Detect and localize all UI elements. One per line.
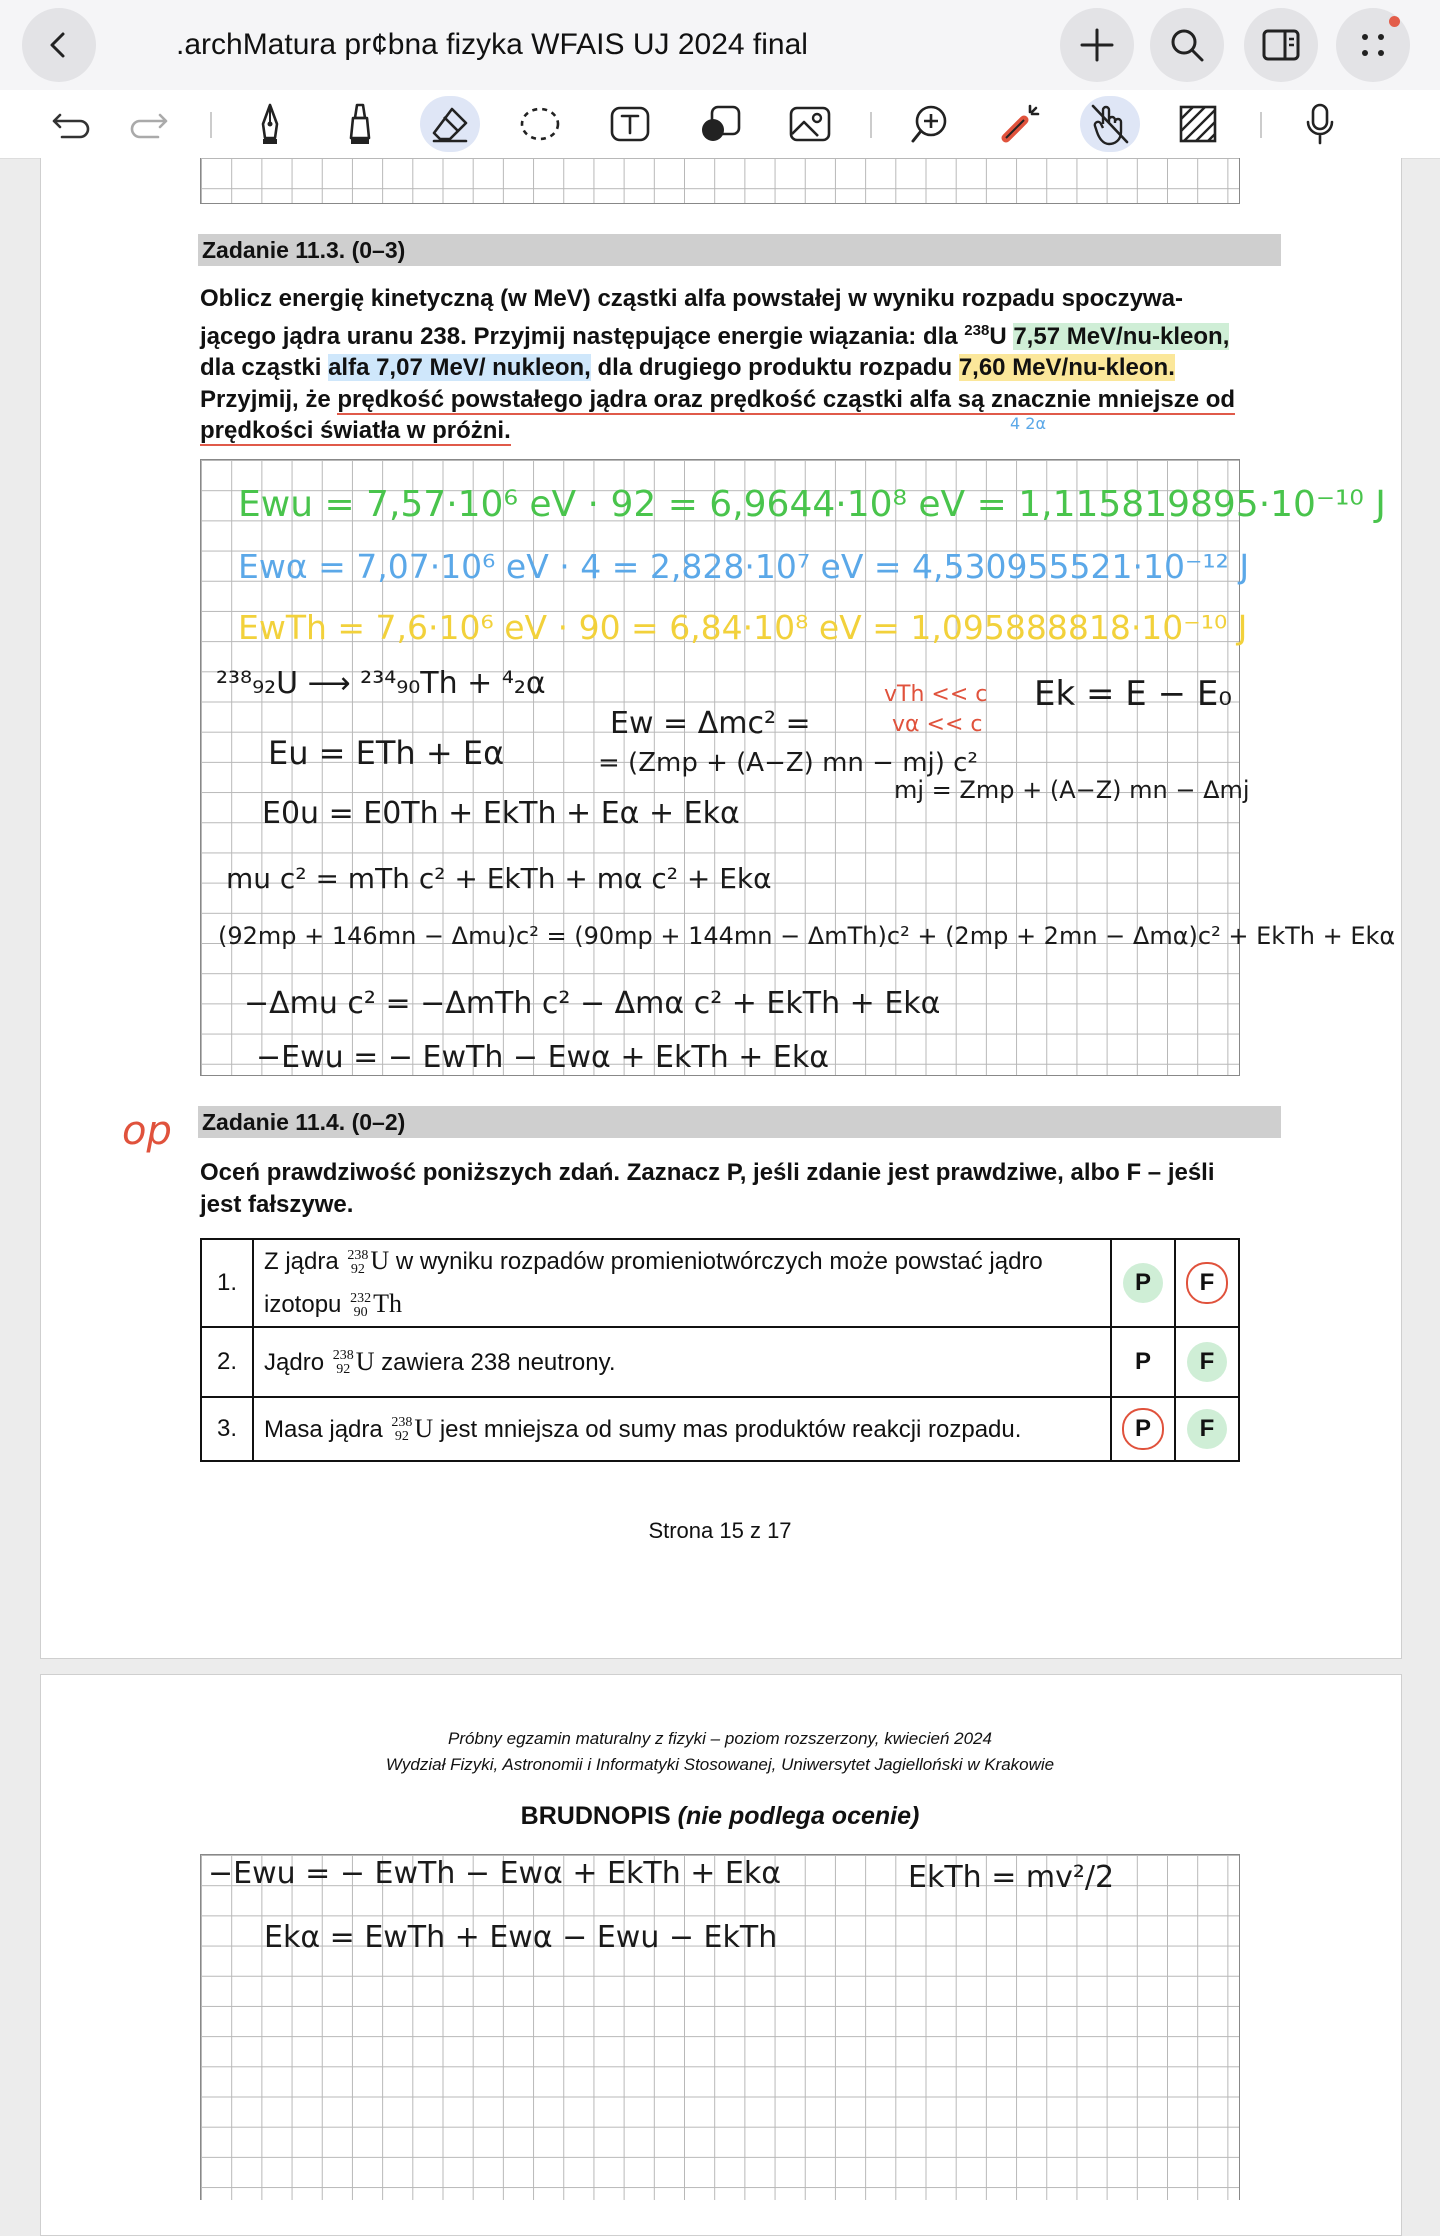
split-view-icon (1261, 27, 1301, 63)
true-false-table (200, 1238, 1240, 1462)
drawing-toolbar (0, 90, 1440, 159)
option-false[interactable]: F (1175, 1239, 1239, 1327)
handwriting-mass-energy: mu c² = mTh c² + EkTh + mα c² + Ekα (226, 862, 772, 895)
toolbar-separator (210, 112, 212, 138)
handwriting-nucleus-mass: mj = Zmp + (A−Z) mn − Δmj (894, 776, 1250, 804)
split-view-button[interactable] (1244, 8, 1318, 82)
add-button[interactable] (1060, 8, 1134, 82)
exam-header-line-2: Wydział Fizyki, Astronomii i Informatyki Stosowanej, Uniwersytet Jagielloński w Krakowie (385, 1755, 1055, 1774)
search-button[interactable] (1150, 8, 1224, 82)
task-11-4-heading: Zadanie 11.4. (0–2) (198, 1106, 1281, 1138)
notification-dot (1389, 16, 1400, 27)
handwriting-thorium-binding: EwTh = 7,6·10⁶ eV · 90 = 6,84·10⁸ eV = 1,095888818·10⁻¹⁰ J (238, 608, 1248, 647)
task-11-3-heading: Zadanie 11.3. (0–3) (198, 234, 1281, 266)
zoom-icon (909, 103, 951, 145)
pen-tool[interactable] (242, 100, 298, 148)
handwriting-velocity-alpha: vα << c (892, 712, 983, 737)
table-row (201, 1327, 1239, 1397)
row-number: 2. (201, 1327, 253, 1397)
image-tool[interactable] (782, 100, 838, 148)
table-row (201, 1239, 1239, 1327)
handwriting-kinetic-energy: Ek = E − E₀ (1034, 674, 1232, 714)
top-bar (0, 0, 1440, 90)
hand-touch-icon (1089, 102, 1131, 146)
handwriting-uranium-binding: Ewu = 7,57·10⁶ eV · 92 = 6,9644·10⁸ eV = 1,115819895·10⁻¹⁰ J (238, 484, 1386, 525)
task-11-4-instruction: Oceń prawdziwość poniższych zdań. Zaznacz P, jeśli zdanie jest prawdziwe, albo F – jeśli jest fałszywe. (200, 1159, 1215, 1218)
fountain-pen-icon (255, 102, 285, 146)
margin-note-op: op (122, 1108, 172, 1154)
highlighter-icon (345, 102, 375, 146)
lasso-tool[interactable] (512, 100, 568, 148)
statement-text: Masa jądra 238 92 U jest mniejsza od sumy mas produktów reakcji rozpadu. (253, 1397, 1111, 1461)
scratch-grid[interactable] (200, 1854, 1240, 2200)
image-icon (788, 104, 832, 144)
highlight-alpha-energy: alfa 7,07 MeV/ nukleon, (328, 354, 591, 381)
handwriting-alpha-binding: Ewα = 7,07·10⁶ eV · 4 = 2,828·10⁷ eV = 4,530955521·10⁻¹² J (238, 547, 1250, 586)
search-icon (1168, 26, 1206, 64)
handwriting-scratch-relation: −Ewu = − EwTh − Ewα + EkTh + Ekα (208, 1856, 782, 1891)
highlight-thorium-energy: 7,60 MeV/nu-kleon. (958, 354, 1175, 381)
handwriting-binding-formula-2: = (Zmp + (A−Z) mn − mj) c² (598, 748, 978, 778)
hand-touch-tool[interactable] (1080, 96, 1140, 152)
option-true[interactable]: P (1111, 1239, 1175, 1327)
handwriting-mass-defect: −Δmu c² = −ΔmTh c² − Δmα c² + EkTh + Ekα (244, 986, 941, 1021)
text-tool[interactable] (602, 100, 658, 148)
plus-icon (1078, 26, 1116, 64)
text-icon (609, 104, 651, 144)
scratch-title: BRUDNOPIS (nie podlega ocenie) (520, 1802, 920, 1830)
task-11-3-text: Oblicz energię kinetyczną (w MeV) cząstki alfa powstałej w wyniku rozpadu spoczywa-jącego jądra uranu 238. Przyjmij następujące energie wiązania: dla $^{238}$U 7,57 MeV/nu-kleon, dla cząstki alfa 7,07 MeV/ nukleon, dla drugiego produktu rozpadu 7,60 MeV/nu-kleon. Przyjmij, że prędkość powstałego jądra oraz prędkość cząstki alfa są znacznie mniejsze od prędkości światła w próżni. (200, 285, 1236, 444)
lasso-icon (518, 104, 562, 144)
redo-button[interactable] (120, 100, 176, 148)
handwriting-velocity-th: vTh << c (884, 682, 988, 707)
laser-icon (998, 102, 1042, 146)
highlight-uranium-energy: 7,57 MeV/nu-kleon, (1013, 322, 1230, 350)
handwriting-energy-components: E0u = E0Th + EkTh + Eα + Ekα (262, 796, 740, 831)
zoom-tool[interactable] (902, 100, 958, 148)
back-button[interactable] (22, 8, 96, 82)
undo-button[interactable] (44, 100, 100, 148)
hatch-tool[interactable] (1170, 100, 1226, 148)
shape-tool[interactable] (692, 100, 748, 148)
table-row (201, 1397, 1239, 1461)
shape-icon (698, 104, 742, 144)
option-false[interactable]: F (1175, 1397, 1239, 1461)
handwriting-decay-equation: ²³⁸₉₂U ⟶ ²³⁴₉₀Th + ⁴₂α (216, 666, 546, 701)
handwriting-energy-sum: Eu = ETh + Eα (268, 734, 505, 772)
undo-icon (50, 109, 94, 139)
redo-icon (126, 109, 170, 139)
highlighter-tool[interactable] (332, 100, 388, 148)
statement-text: Jądro 238 92 U zawiera 238 neutrony. (253, 1327, 1111, 1397)
row-number: 3. (201, 1397, 253, 1461)
answer-grid-top (200, 158, 1240, 204)
row-number: 1. (201, 1239, 253, 1327)
more-dots-icon (1355, 27, 1391, 63)
hatch-icon (1178, 104, 1218, 144)
toolbar-separator (1260, 112, 1262, 138)
statement-text: Z jądra 238 92 U w wyniku rozpadów promieniotwórczych może powstać jądro izotopu 232 90 Th (253, 1239, 1111, 1327)
toolbar-separator (870, 112, 872, 138)
underlined-assumption: prędkość powstałego jądra oraz prędkość cząstki alfa są znacznie mniejsze od prędkości światła w próżni. (200, 385, 1236, 444)
microphone-icon (1304, 102, 1336, 146)
exam-header-line-1: Próbny egzamin maturalny z fizyki – poziom rozszerzony, kwiecień 2024 (448, 1729, 992, 1748)
option-true[interactable]: P (1111, 1327, 1175, 1397)
margin-note-alpha: 4 2α (1010, 414, 1046, 433)
laser-pointer-tool[interactable] (992, 100, 1048, 148)
handwriting-scratch-alpha-energy: Ekα = EwTh + Ewα − Ewu − EkTh (264, 1920, 778, 1955)
handwriting-mass-expansion: (92mp + 146mn − Δmu)c² = (90mp + 144mn − ΔmTh)c² + (2mp + 2mn − Δmα)c² + EkTh + Ekα (218, 922, 1396, 950)
document-title: .archMatura pr¢bna fizyka WFAIS UJ 2024 final (176, 28, 808, 61)
option-true[interactable]: P (1111, 1397, 1175, 1461)
page-number: Strona 15 z 17 (648, 1518, 792, 1543)
handwriting-scratch-kinetic: EkTh = mv²/2 (908, 1860, 1115, 1895)
handwriting-binding-relation: −Ewu = − EwTh − Ewα + EkTh + Ekα (256, 1040, 830, 1075)
eraser-tool[interactable] (420, 96, 480, 152)
chevron-left-icon (44, 30, 74, 60)
microphone-tool[interactable] (1292, 100, 1348, 148)
option-false[interactable]: F (1175, 1327, 1239, 1397)
handwriting-binding-formula: Ew = Δmc² = (610, 706, 811, 741)
eraser-icon (430, 104, 470, 144)
